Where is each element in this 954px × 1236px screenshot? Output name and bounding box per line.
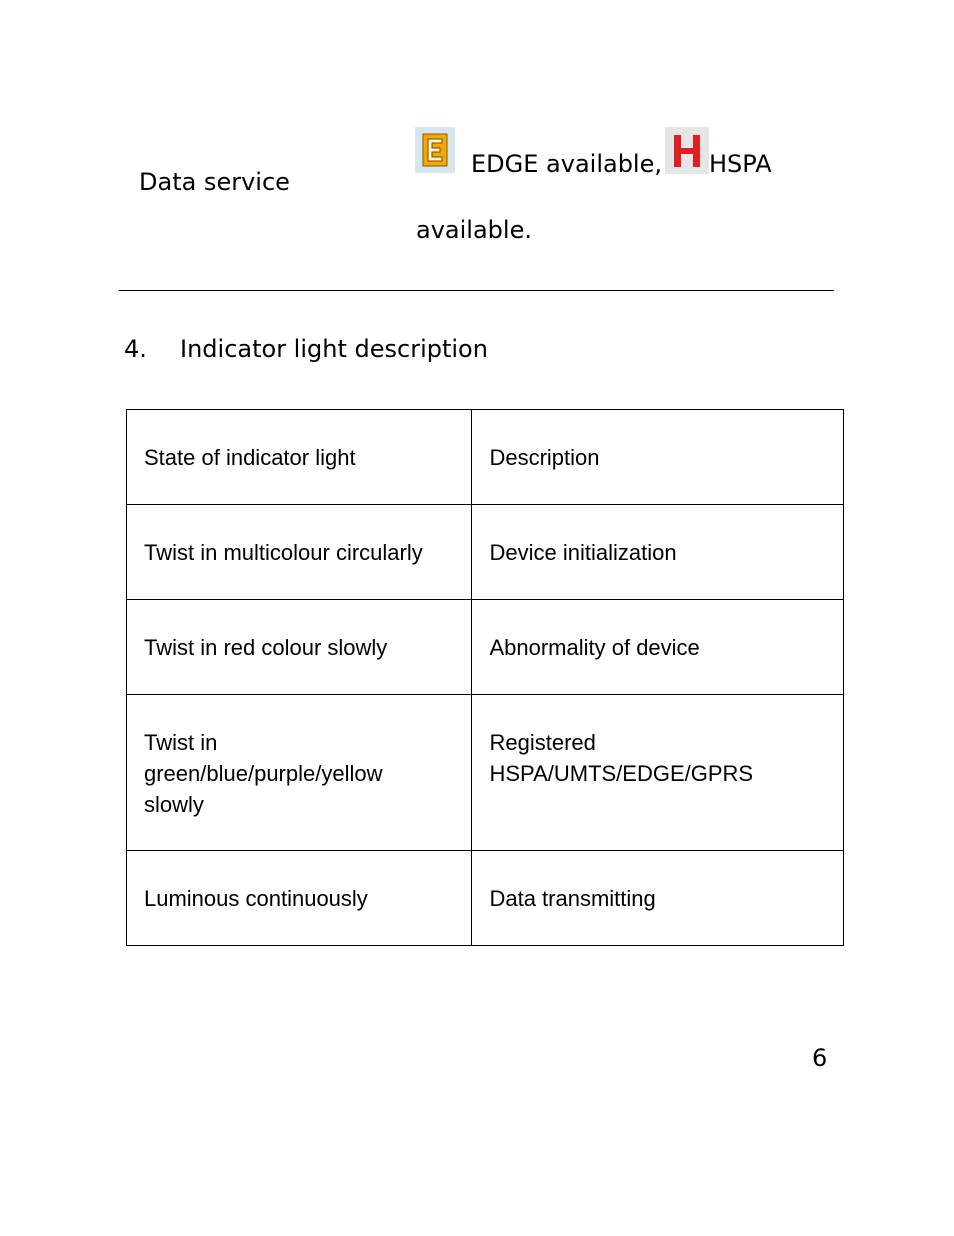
table-row <box>127 600 844 695</box>
cell-state-line: Twist in <box>144 730 218 755</box>
indicator-light-table <box>126 409 844 946</box>
section-number: 4. <box>124 335 147 363</box>
edge-available-text: EDGE available, <box>471 150 662 178</box>
section-title: Indicator light description <box>180 335 488 363</box>
cell-description: Data transmitting <box>472 851 844 946</box>
cell-description <box>472 695 844 851</box>
cell-state-line: green/blue/purple/yellow <box>144 761 383 786</box>
available-text: available. <box>416 216 532 244</box>
table-row <box>127 695 844 851</box>
cell-description-line: HSPA/UMTS/EDGE/GPRS <box>489 761 754 786</box>
cell-state: Twist in multicolour circularly <box>127 505 472 600</box>
cell-state: Luminous continuously <box>127 851 472 946</box>
cell-state <box>127 695 472 851</box>
section-divider <box>119 290 834 291</box>
table-row <box>127 851 844 946</box>
edge-icon <box>415 127 455 173</box>
page-number: 6 <box>812 1044 828 1072</box>
cell-description: Abnormality of device <box>472 600 844 695</box>
cell-state: Twist in red colour slowly <box>127 600 472 695</box>
cell-description: Device initialization <box>472 505 844 600</box>
cell-state-line: slowly <box>144 792 204 817</box>
table-header-row <box>127 410 844 505</box>
data-service-label: Data service <box>139 168 290 196</box>
table-row <box>127 505 844 600</box>
cell-description-line: Registered <box>489 730 596 755</box>
hspa-icon <box>665 127 709 174</box>
header-description: Description <box>472 410 844 505</box>
header-state: State of indicator light <box>127 410 472 505</box>
hspa-text: HSPA <box>709 150 772 178</box>
